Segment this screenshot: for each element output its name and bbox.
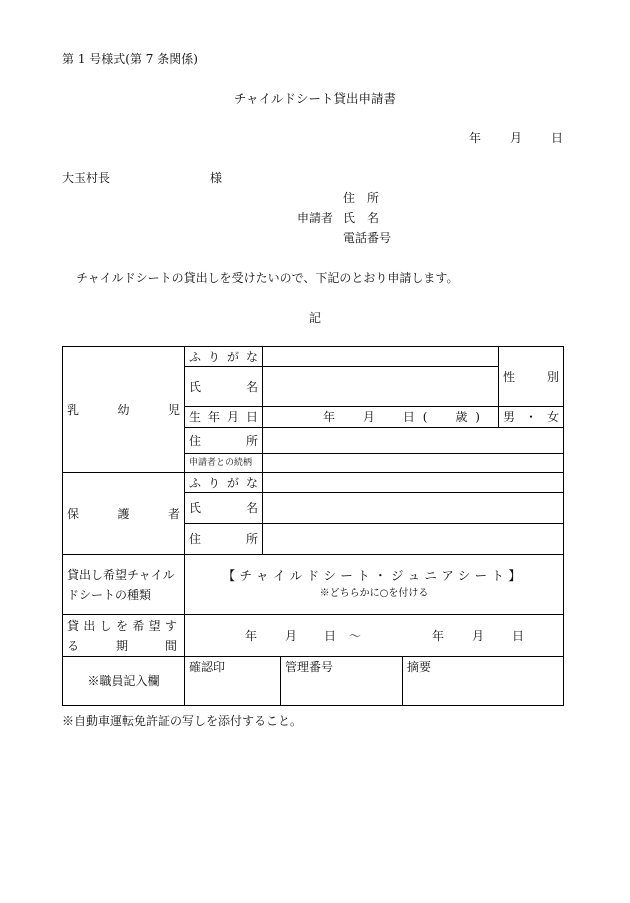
period-month1: 月 (285, 628, 298, 643)
infant-address-label: 住 所 (189, 433, 258, 448)
seat-type-note: ※どちらかに○を付ける (319, 587, 429, 599)
applicant-address-label: 住 所 (343, 191, 380, 205)
addressee-honorific: 様 (210, 171, 223, 185)
page-title: チャイルドシート貸出申請書 (233, 91, 397, 106)
guardian-furigana-input[interactable] (263, 473, 564, 493)
guardian-address-label: 住 所 (189, 532, 258, 546)
relation-input[interactable] (263, 454, 564, 473)
footer-note: ※自動車運転免許証の写しを添付すること。 (62, 714, 303, 728)
infant-furigana-cell (185, 347, 263, 367)
form-number: 第 1 号様式(第 7 条関係) (62, 52, 198, 66)
period-year2: 年 (432, 628, 445, 643)
gender-value-cell[interactable] (499, 407, 564, 428)
date-month-label: 月 (510, 131, 523, 145)
guardian-furigana-cell (185, 473, 263, 493)
guardian-address-input[interactable] (263, 524, 564, 555)
infant-birthday-input[interactable] (263, 407, 499, 428)
infant-birthday-label: 生年月日 (189, 410, 258, 424)
gender-label: 性 別 (503, 369, 559, 384)
staff-label: ※職員記入欄 (87, 674, 160, 688)
infant-section-label: 乳 幼 児 (67, 402, 180, 417)
seat-type-options: 【チャイルドシート・ジュニアシート】 (222, 567, 526, 583)
intro-text: チャイルドシートの貸出しを受けたいので、下記のとおり申請します。 (76, 271, 459, 285)
guardian-name-input[interactable] (263, 493, 564, 524)
infant-birthday-cell (185, 407, 263, 428)
infant-furigana-label: ふりがな (189, 349, 258, 364)
staff-mgmt-label: 管理番号 (285, 660, 334, 674)
applicant-phone-label: 電話番号 (343, 231, 392, 245)
guardian-name-cell (185, 493, 263, 524)
addressee-name: 大玉村長 (62, 171, 111, 185)
applicant-label: 申請者 (297, 211, 334, 225)
staff-mgmt-cell[interactable] (281, 657, 403, 706)
infant-name-label: 氏 名 (189, 379, 258, 394)
period-year1: 年 (245, 628, 258, 643)
staff-stamp-cell[interactable] (185, 657, 281, 706)
relation-cell (185, 454, 263, 473)
infant-name-cell (185, 367, 263, 407)
guardian-furigana-label: ふりがな (189, 475, 258, 490)
period-day2: 日 (512, 628, 525, 643)
period-label: 貸出しを希望する期間 (67, 618, 180, 653)
period-day1: 日 (324, 628, 337, 643)
date-day-label: 日 (551, 131, 564, 145)
infant-birthday-value: 年 月 日( 歳) (323, 410, 480, 424)
gender-label-cell (499, 347, 564, 407)
period-label-cell (63, 615, 185, 657)
staff-label-cell (63, 657, 185, 706)
guardian-section-cell (63, 473, 185, 555)
staff-remarks-cell[interactable] (403, 657, 564, 706)
application-form-table (62, 346, 564, 706)
period-month2: 月 (472, 628, 485, 643)
date-year-label: 年 (469, 131, 482, 145)
staff-remarks-label: 摘要 (407, 660, 432, 674)
seat-type-label-cell (63, 555, 185, 615)
infant-address-cell (185, 428, 263, 454)
relation-label: 申請者との続柄 (189, 458, 253, 468)
staff-stamp-label: 確認印 (189, 660, 226, 674)
infant-name-input[interactable] (263, 367, 499, 407)
seat-type-label: 貸出し希望チャイルドシートの種類 (67, 567, 175, 602)
guardian-section-label: 保 護 者 (67, 506, 180, 521)
seat-type-options-cell[interactable] (185, 555, 564, 615)
guardian-address-cell (185, 524, 263, 555)
infant-address-input[interactable] (263, 428, 564, 454)
infant-section-cell (63, 347, 185, 473)
period-separator: ～ (349, 628, 362, 643)
ki-heading: 記 (308, 311, 321, 325)
infant-furigana-input[interactable] (263, 347, 499, 367)
period-input[interactable] (185, 615, 564, 657)
applicant-name-label: 氏 名 (343, 211, 380, 225)
guardian-name-label: 氏 名 (189, 501, 258, 515)
gender-value: 男・女 (503, 410, 559, 424)
